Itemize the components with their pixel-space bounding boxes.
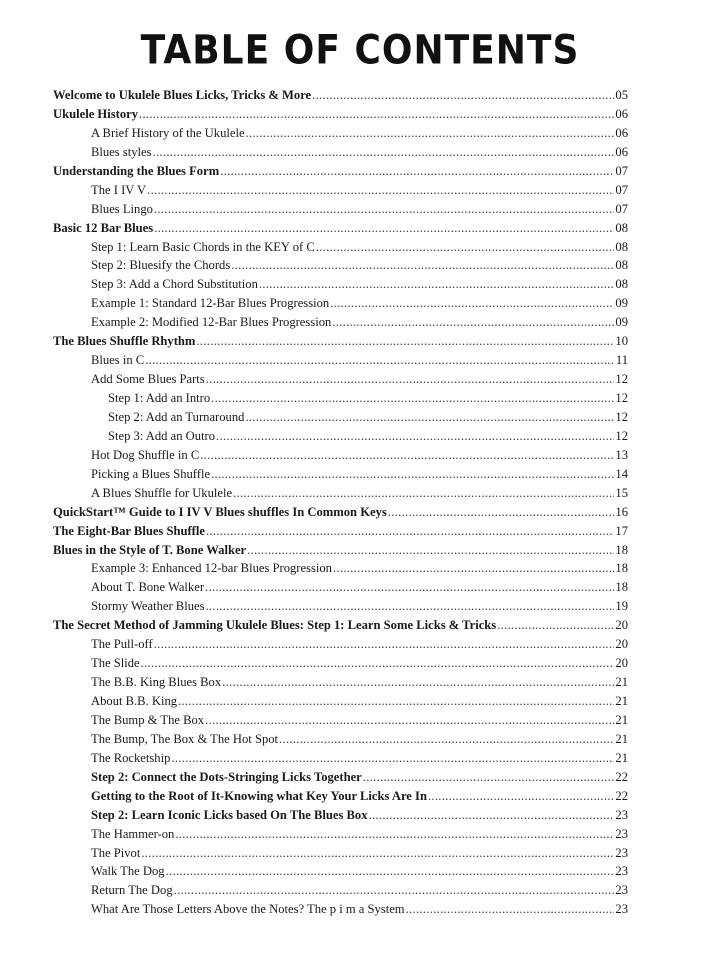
toc-entry-title: About T. Bone Walker [91,580,205,595]
dot-leader [154,221,614,236]
toc-entry-title: Blues in C [91,353,145,368]
toc-entry-title: Step 1: Add an Intro [108,391,211,405]
toc-entry [53,126,628,145]
toc-entry-page: 08 [615,239,628,254]
toc-entry-title: Step 2: Learn Iconic Licks based On The Blues Box [91,807,368,822]
dot-leader [147,183,614,198]
toc-entry-page: 06 [615,106,628,121]
dot-leader [141,846,614,861]
toc-entry-title: Blues in the Style of T. Bone Walker [53,542,247,557]
toc-entry-page: 23 [615,864,628,879]
dot-leader [333,561,614,576]
dot-leader [200,448,614,463]
toc-entry-page: 19 [615,599,628,614]
dot-leader [428,789,614,804]
toc-entry-page: 23 [615,807,628,822]
toc-entry [53,296,628,315]
toc-entry-page: 18 [615,542,628,557]
toc-entry [53,789,628,808]
dot-leader [316,240,615,255]
toc-entry [53,808,628,827]
toc-entry [53,448,628,467]
toc-entry-title: QuickStart™ Guide to I IV V Blues shuffles In Common Keys [53,504,387,519]
dot-leader [279,732,614,747]
toc-entry [53,902,628,921]
dot-leader [369,808,615,823]
toc-entry-page: 08 [615,258,628,273]
toc-entry-title: The B.B. King Blues Box [91,675,222,690]
toc-entry-title: The Bump & The Box [91,712,205,727]
toc-entry-page: 06 [615,144,628,159]
toc-entry-title: The Hammer-on [91,826,175,841]
toc-entry-title: The Blues Shuffle Rhythm [53,334,196,349]
toc-entry-title: Return The Dog [91,883,173,898]
toc-entry-title: Example 2: Modified 12-Bar Blues Progression [91,315,332,330]
toc-entry-page: 12 [615,372,628,387]
toc-entry-page: 17 [615,523,628,538]
toc-entry-page: 21 [615,731,628,746]
toc-entry-title: The Pull-off [91,637,153,652]
toc-entry-title: Step 3: Add an Outro [108,428,216,443]
toc-entry [53,315,628,334]
toc-entry-title: The Bump, The Box & The Hot Spot [91,731,279,746]
toc-entry-page: 08 [615,220,628,235]
toc-entry [53,391,628,410]
toc-entry [53,599,628,618]
toc-entry-title: Picking a Blues Shuffle [91,466,211,481]
toc-entry [53,846,628,865]
toc-entry [53,334,628,353]
toc-entry-page: 18 [615,561,628,576]
toc-entry-page: 15 [615,485,628,500]
toc-entry [53,656,628,675]
toc-entry-page: 18 [615,580,628,595]
toc-entry-title: Welcome to Ukulele Blues Licks, Tricks & More [53,88,312,102]
toc-entry [53,770,628,789]
toc-entry [53,543,628,562]
toc-entry-title: A Brief History of the Ukulele [91,125,245,140]
dot-leader [166,864,615,879]
toc-entry [53,221,628,240]
toc-entry-title: Blues Lingo [91,201,153,216]
toc-entry-page: 21 [615,694,628,708]
toc-entry [53,240,628,259]
toc-entry-page: 23 [615,902,628,917]
dot-leader [363,770,615,785]
toc-entry-page: 23 [615,883,628,898]
toc-entry-title: About B.B. King [91,694,178,708]
toc-entry-title: The Eight-Bar Blues Shuffle [53,523,205,538]
toc-entry [53,732,628,751]
toc-entry-page: 11 [615,353,628,368]
toc-entry [53,107,628,126]
toc-entry [53,713,628,732]
toc-entry-title: Basic 12 Bar Blues [53,220,154,235]
dot-leader [139,107,614,122]
dot-leader [171,751,614,766]
page-title: TABLE OF CONTENTS [140,27,580,74]
toc-entry [53,486,628,505]
toc-entry [53,637,628,656]
dot-leader [330,296,614,311]
toc-entry-page: 23 [615,845,628,860]
dot-leader [247,543,614,558]
toc-entry [53,258,628,277]
toc-entry-title: Ukulele History [53,106,139,121]
toc-entry [53,202,628,221]
toc-entry-page: 12 [615,391,628,405]
dot-leader [216,429,614,444]
toc-entry [53,751,628,770]
toc-entry-page: 22 [615,788,628,803]
toc-entry [53,827,628,846]
toc-entry-page: 10 [615,334,628,349]
dot-leader [259,277,615,292]
toc-entry [53,88,628,107]
toc-entry-title: Example 1: Standard 12-Bar Blues Progression [91,296,330,311]
dot-leader [196,334,614,349]
dot-leader [246,126,615,141]
toc-entry-title: The Secret Method of Jamming Ukulele Blues: Step 1: Learn Some Licks & Tricks [53,618,497,633]
dot-leader [178,694,614,709]
toc-entry-page: 12 [615,409,628,424]
dot-leader [205,580,614,595]
toc-entry [53,410,628,429]
dot-leader [205,599,614,614]
toc-entry-title: Step 2: Connect the Dots-Stringing Licks Together [91,769,362,784]
dot-leader [231,258,614,273]
toc-entry [53,864,628,883]
toc-entry-page: 20 [615,618,628,633]
toc-entry-page: 07 [615,201,628,216]
toc-entry-title: The Slide [91,656,140,671]
toc-entry-title: Add Some Blues Parts [91,372,205,387]
toc-entry-title: The Rocketship [91,750,171,765]
toc-entry-page: 07 [615,163,628,178]
dot-leader [154,637,615,652]
toc-entry-page: 12 [615,428,628,443]
toc-entry [53,524,628,543]
toc-entry [53,164,628,183]
dot-leader [211,467,614,482]
toc-entry-page: 09 [615,296,628,311]
toc-entry-page: 21 [615,712,628,727]
toc-entry-title: The Pivot [91,845,141,860]
toc-entry-page: 14 [615,466,628,481]
toc-entry-title: Step 2: Add an Turnaround [108,409,245,424]
toc-entry [53,183,628,202]
dot-leader [211,391,614,406]
toc-entry [53,277,628,296]
toc-entry [53,618,628,637]
toc-entry-page: 23 [615,826,628,841]
toc-entry-title: Example 3: Enhanced 12-bar Blues Progression [91,561,332,576]
toc-entry-page: 08 [615,277,628,292]
toc-entry-title: Blues styles [91,144,152,159]
toc-entry-title: Step 3: Add a Chord Substitution [91,277,258,292]
toc-entry [53,883,628,902]
toc-entry-page: 05 [615,88,628,102]
toc-entry-page: 16 [615,504,628,519]
dot-leader [312,88,614,103]
toc-entry [53,694,628,713]
toc-entry-page: 13 [615,447,628,462]
dot-leader [222,675,614,690]
toc-entry-page: 07 [615,182,628,197]
toc-entry [53,353,628,372]
dot-leader [220,164,614,179]
toc-entry [53,505,628,524]
dot-leader [332,315,614,330]
dot-leader [153,145,615,160]
toc-entry-page: 20 [615,637,628,652]
toc-list [53,88,628,921]
toc-entry-title: Walk The Dog [91,864,165,879]
toc-entry [53,145,628,164]
dot-leader [206,524,614,539]
toc-entry [53,675,628,694]
toc-entry-page: 22 [615,769,628,784]
toc-entry [53,561,628,580]
toc-entry [53,467,628,486]
toc-entry [53,372,628,391]
toc-entry-page: 21 [615,750,628,765]
toc-entry [53,429,628,448]
toc-entry-title: What Are Those Letters Above the Notes? The p i m a System [91,902,405,917]
dot-leader [141,656,615,671]
toc-entry-title: Understanding the Blues Form [53,163,220,178]
toc-entry-page: 21 [615,675,628,690]
toc-entry-title: Step 2: Bluesify the Chords [91,258,231,273]
toc-entry-page: 06 [615,125,628,140]
toc-entry [53,580,628,599]
dot-leader [406,902,615,917]
toc-entry-title: The I IV V [91,182,147,197]
dot-leader [205,713,614,728]
dot-leader [388,505,615,520]
toc-entry-title: Stormy Weather Blues [91,599,205,614]
dot-leader [233,486,614,501]
dot-leader [145,353,615,368]
toc-entry-title: Step 1: Learn Basic Chords in the KEY of C [91,239,315,254]
toc-entry-page: 09 [615,315,628,330]
dot-leader [175,827,614,842]
toc-entry-page: 20 [615,656,628,671]
toc-entry-title: A Blues Shuffle for Ukulele [91,485,233,500]
dot-leader [154,202,614,217]
dot-leader [497,618,614,633]
dot-leader [206,372,615,387]
toc-entry-title: Hot Dog Shuffle in C [91,447,200,462]
dot-leader [245,410,614,425]
toc-entry-title: Getting to the Root of It-Knowing what Key Your Licks Are In [91,788,427,803]
dot-leader [174,883,615,898]
